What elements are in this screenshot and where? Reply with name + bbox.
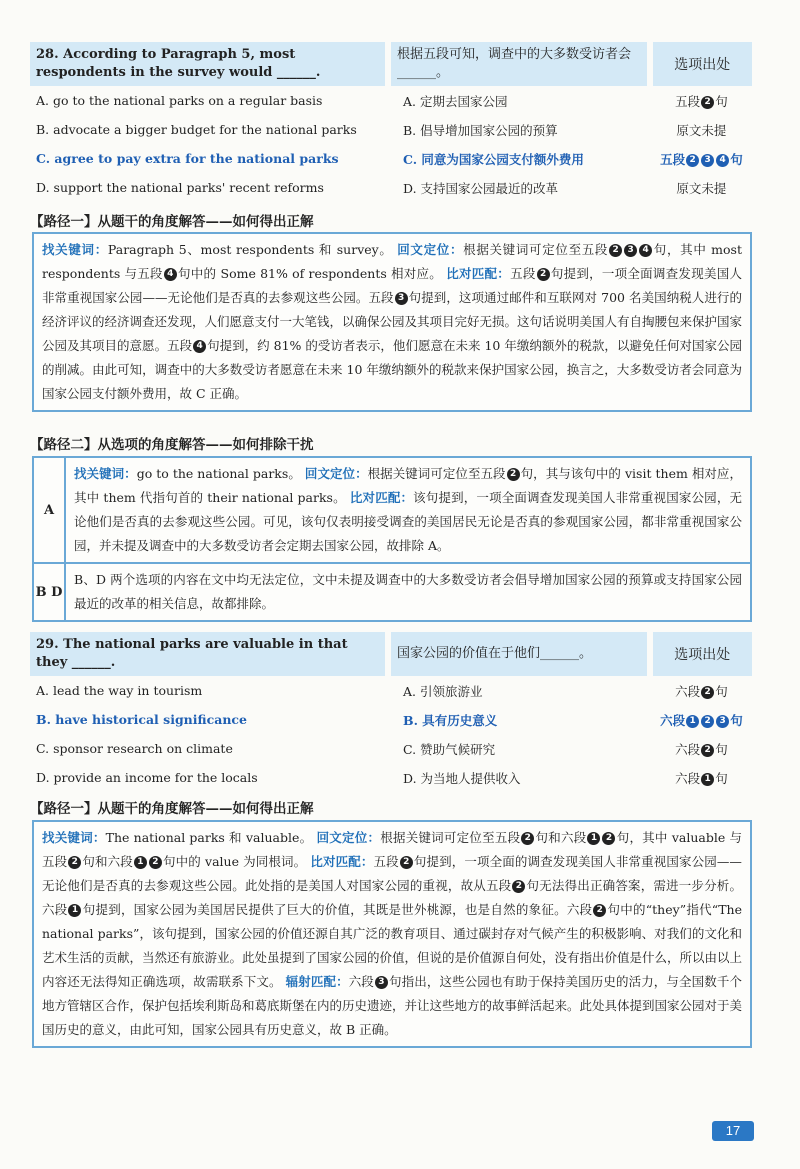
q28-path1-text	[34, 234, 750, 410]
text: 句提到，约 81% 的受访者表示，他们愿意在未来 10 年缴纳额外的税款，以避免任何对国家公园的削减。由此可知，调查中的大多数受访者愿意在未来 10 年缴纳额外的税款来保护国家公园，换言之，大多数受访者会同意为国家公园支付额外费用，故 C 正确。	[42, 338, 742, 401]
sentence-number-icon: 2	[537, 268, 550, 281]
option-row	[30, 705, 752, 734]
option-cn: A. 定期去国家公园	[403, 93, 508, 109]
text: 该句提到，一项全面调查发现美国人非常重视国家公园，无论他们是否真的去参观这些公园。可见，该句仅表明接受调查的美国居民无论是否真的参观国家公园，都非常重视国家公园，并未提及调查中的大多数受访者会定期去国家公园，故排除 A。	[74, 490, 742, 553]
option-source-text: 六段	[675, 770, 701, 786]
option-bd-label: B D	[34, 564, 66, 620]
text: 句提到，国家公园为美国居民提供了巨大的价值，其既是世外桃源，也是自然的象征。六段	[82, 902, 593, 917]
option-a-row	[34, 458, 750, 564]
option-en: B. have historical significance	[36, 712, 247, 727]
option-a-label: A	[34, 458, 66, 562]
text: 句提到，一项全面的调查发现美国人非常重视国家公园——无论他们是否真的去参观这些公园。此处指的是美国人对国家公园的重视，故从五段	[42, 854, 742, 893]
option-en: D. support the national parks' recent reforms	[36, 180, 324, 195]
q29-stem-cn: 国家公园的价值在于他们______。	[391, 632, 647, 676]
option-source-text: 五段	[675, 93, 701, 109]
sentence-number-icon: 4	[639, 244, 652, 257]
sentence-number-icon: 4	[716, 154, 729, 167]
option-source-text: 六段	[660, 712, 686, 728]
q29-stem-en: 29. The national parks are valuable in that they ______.	[30, 632, 385, 676]
option-row	[30, 173, 752, 202]
keyword-match: 比对匹配：	[446, 266, 511, 281]
sentence-number-icon: 2	[609, 244, 622, 257]
sentence-number-icon: 2	[701, 96, 714, 109]
text: 根据关键词可定位至五段	[367, 466, 506, 481]
keyword-locate: 回文定位：	[316, 830, 381, 845]
option-cn: C. 同意为国家公园支付额外费用	[403, 151, 584, 167]
q29-path1-text	[34, 822, 750, 1046]
q29-options	[30, 676, 752, 792]
text: 句，其中 valuable 与五段	[42, 830, 742, 869]
sentence-number-icon: 2	[68, 856, 81, 869]
sentence-number-icon: 1	[701, 773, 714, 786]
q28-stem-cn: 根据五段可知，调查中的大多数受访者会______。	[391, 42, 647, 86]
keyword-find: 找关键词：	[74, 466, 137, 481]
q29-path1-title: 【路径一】从题干的角度解答——如何得出正解	[30, 801, 314, 817]
keyword-find: 找关键词：	[42, 242, 108, 257]
option-row	[30, 144, 752, 173]
sentence-number-icon: 3	[395, 292, 408, 305]
sentence-number-icon: 1	[686, 715, 699, 728]
q28-options	[30, 86, 752, 202]
option-source-text: 六段	[675, 741, 701, 757]
text: go to the national parks。	[136, 466, 301, 481]
sentence-number-icon: 3	[624, 244, 637, 257]
text: 句和六段	[535, 830, 587, 845]
option-source-suffix: 句	[730, 151, 743, 167]
option-cn: C. 赞助气候研究	[403, 741, 496, 757]
option-source-text: 五段	[660, 151, 686, 167]
q29-header	[30, 632, 752, 676]
q28-path1-box	[32, 232, 752, 412]
text: The national parks 和 valuable。	[105, 830, 313, 845]
keyword-match: 比对匹配：	[349, 490, 414, 505]
q29-path1-box	[32, 820, 752, 1048]
q29-table	[30, 632, 752, 792]
option-cn: A. 引领旅游业	[403, 683, 483, 699]
q28-path2-title: 【路径二】从选项的角度解答——如何排除干扰	[30, 437, 314, 453]
option-cn: B. 具有历史意义	[403, 712, 498, 728]
option-source	[651, 92, 752, 110]
text: Paragraph 5、most respondents 和 survey。	[107, 242, 393, 257]
text: 根据关键词可定位至五段	[380, 830, 521, 845]
option-en: C. sponsor research on climate	[36, 741, 233, 756]
option-en: C. agree to pay extra for the national parks	[36, 151, 339, 166]
option-row	[30, 763, 752, 792]
option-source	[651, 121, 752, 139]
text: 根据关键词可定位至五段	[463, 242, 609, 257]
sentence-number-icon: 2	[521, 832, 534, 845]
sentence-number-icon: 3	[716, 715, 729, 728]
option-source-text: 原文未提	[676, 180, 727, 196]
option-source-suffix: 句	[715, 770, 728, 786]
q28-header	[30, 42, 752, 86]
sentence-number-icon: 1	[68, 904, 81, 917]
option-source	[651, 711, 752, 729]
keyword-locate: 回文定位：	[304, 466, 368, 481]
q28-stem-en: 28. According to Paragraph 5, most respondents in the survey would ______.	[30, 42, 385, 86]
option-source	[651, 682, 752, 700]
text: 句，其与该句中的 visit them 相对应，其中 them 代指句首的 their national parks。	[74, 466, 742, 505]
sentence-number-icon: 4	[164, 268, 177, 281]
keyword-find: 找关键词：	[42, 830, 106, 845]
option-bd-row	[34, 564, 750, 620]
sentence-number-icon: 2	[593, 904, 606, 917]
option-row	[30, 734, 752, 763]
option-row	[30, 86, 752, 115]
sentence-number-icon: 2	[512, 880, 525, 893]
sentence-number-icon: 2	[701, 686, 714, 699]
text: 句，其中 most respondents 与五段	[42, 242, 742, 281]
option-source-suffix: 句	[715, 741, 728, 757]
text: 句提到，一项全面调查发现美国人非常重视国家公园——无论他们是否真的去参观这些公园。五段	[42, 266, 742, 305]
text: 句和六段	[82, 854, 133, 869]
option-en: D. provide an income for the locals	[36, 770, 258, 785]
q28-path2-box	[32, 456, 752, 622]
option-cn: B. 倡导增加国家公园的预算	[403, 122, 558, 138]
option-bd-text: B、D 两个选项的内容在文中均无法定位，文中未提及调查中的大多数受访者会倡导增加国家公园的预算或支持国家公园最近的改革的相关信息，故都排除。	[74, 572, 742, 611]
q28-path1-title: 【路径一】从题干的角度解答——如何得出正解	[30, 214, 314, 230]
keyword-locate: 回文定位：	[397, 242, 464, 257]
sentence-number-icon: 2	[686, 154, 699, 167]
keyword-match: 比对匹配：	[310, 854, 374, 869]
option-en: B. advocate a bigger budget for the national parks	[36, 122, 357, 137]
option-a-text	[66, 458, 750, 562]
option-source	[651, 740, 752, 758]
option-cn: D. 为当地人提供收入	[403, 770, 521, 786]
text: 句中的 value 为同根词。	[162, 854, 307, 869]
option-en: A. lead the way in tourism	[36, 683, 203, 698]
text: 句中的 Some 81% of respondents 相对应。	[177, 266, 443, 281]
text: 五段	[510, 266, 536, 281]
text: 句提到，这项通过邮件和互联网对 700 名美国纳税人进行的经济评议的经济调查还发现，人们愿意支付一大笔钱，以确保公园及其项目完好无损。这句话说明美国人有自掏腰包来保护国家公园及其项目的意愿。五段	[42, 290, 743, 353]
sentence-number-icon: 4	[193, 340, 206, 353]
q28-source-header: 选项出处	[653, 42, 752, 86]
sentence-number-icon: 1	[134, 856, 147, 869]
text: 句无法得出正确答案，需进一步分析。六段	[42, 878, 742, 917]
sentence-number-icon: 2	[507, 468, 520, 481]
option-source-suffix: 句	[715, 93, 728, 109]
keyword-radiate: 辐射匹配：	[285, 974, 349, 989]
option-source-suffix: 句	[730, 712, 743, 728]
text: 六段	[348, 974, 374, 989]
sentence-number-icon: 3	[375, 976, 388, 989]
text: 句中的“they”指代“The national parks”，该句提到，国家公园的价值还源自其广泛的教育项目、通过碳封存对气候产生的积极影响、对我们的文化和艺术生活的贡献，当然还有旅游业。此处虽提到了国家公园的价值，但说的是价值源自何处，没有指出价值是什么，所以由以上内容还无法得知正确选项，故需联系下文。	[42, 902, 743, 989]
q29-source-header: 选项出处	[653, 632, 752, 676]
option-source	[651, 179, 752, 197]
sentence-number-icon: 3	[701, 154, 714, 167]
text: 句指出，这些公园也有助于保持美国历史的活力，与全国数千个地方管辖区合作，保护包括埃利斯岛和葛底斯堡在内的历史遗迹，并让这些地方的故事鲜活起来。此处具体提到国家公园对于美国历史的意义，由此可知，国家公园具有历史意义，故 B 正确。	[42, 974, 743, 1037]
q28-table	[30, 42, 752, 202]
sentence-number-icon: 2	[400, 856, 413, 869]
option-source	[651, 150, 752, 168]
sentence-number-icon: 1	[587, 832, 600, 845]
page-number: 17	[712, 1121, 754, 1141]
option-source	[651, 769, 752, 787]
sentence-number-icon: 2	[701, 715, 714, 728]
sentence-number-icon: 2	[149, 856, 162, 869]
option-cn: D. 支持国家公园最近的改革	[403, 180, 559, 196]
text: 五段	[373, 854, 399, 869]
option-source-suffix: 句	[715, 683, 728, 699]
option-source-text: 原文未提	[676, 122, 727, 138]
sentence-number-icon: 2	[701, 744, 714, 757]
option-en: A. go to the national parks on a regular basis	[36, 93, 323, 108]
option-source-text: 六段	[675, 683, 701, 699]
sentence-number-icon: 2	[602, 832, 615, 845]
option-row	[30, 676, 752, 705]
option-row	[30, 115, 752, 144]
